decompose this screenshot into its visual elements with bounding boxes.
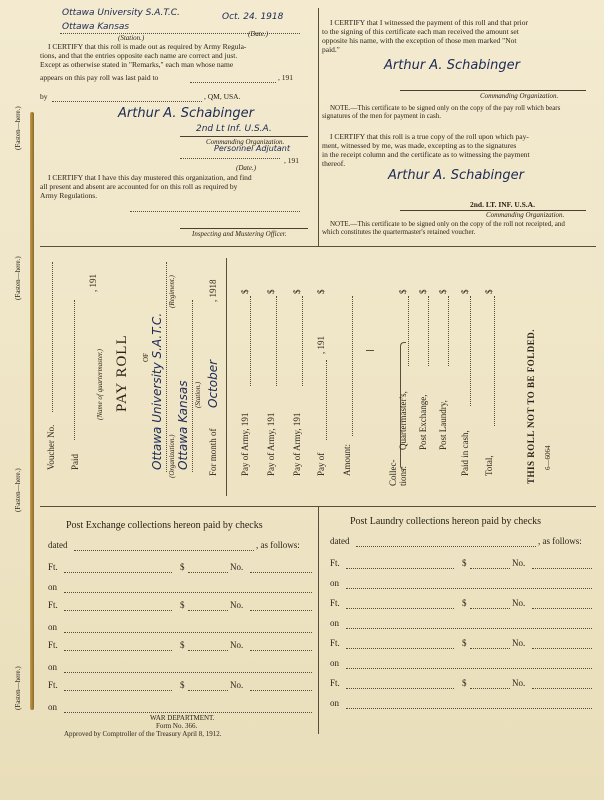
note-2-line-2: which constitutes the quartermaster's retained voucher. bbox=[322, 228, 476, 236]
adjutant-handwritten: Personnel Adjutant bbox=[214, 144, 291, 153]
pay-row-3-label: Pay of Army, 191 bbox=[292, 412, 302, 476]
note-1-line-1: NOTE.—This certificate to be signed only on the copy of the pay roll which bears bbox=[330, 104, 561, 112]
qm-label: , QM, USA. bbox=[204, 92, 241, 101]
px-as-follows: , as follows: bbox=[256, 540, 300, 550]
collections-label: Collec- tions: bbox=[388, 459, 408, 486]
true-copy-signature: Arthur A. Schabinger bbox=[388, 168, 524, 183]
pl-heading: Post Laundry collections hereon paid by checks bbox=[350, 516, 542, 527]
commanding-caption: Commanding Organization. bbox=[206, 138, 285, 146]
witness-line-1: I CERTIFY that I witnessed the payment of this roll and that prior bbox=[330, 18, 528, 27]
fasten-label-4: (Fasten—here.) bbox=[14, 666, 22, 710]
divider-top bbox=[40, 246, 596, 247]
rank-printed: 2nd. LT. INF. U.S.A. bbox=[470, 200, 535, 209]
collection-pl-label: Post Laundry, bbox=[438, 400, 448, 450]
divider-top-vertical bbox=[318, 8, 319, 246]
true-copy-line-1: I CERTIFY that this roll is a true copy of the roll upon which pay- bbox=[330, 132, 529, 141]
station-handwritten-vertical: Ottawa Kansas bbox=[176, 380, 190, 470]
collection-qm-amount: $ bbox=[398, 289, 408, 294]
certify-line-3: Except as otherwise stated in "Remarks," each man whose name bbox=[40, 60, 234, 69]
witness-signature: Arthur A. Schabinger bbox=[384, 58, 520, 73]
note-1-line-2: signatures of the men for payment in cash. bbox=[322, 112, 441, 120]
pay-roll-document: (Fasten—here.) (Fasten—here.) (Fasten—here.) (Fasten—here.) Ottawa University S.A.T.C. Oct. 24. 1918 Ottawa Kansas (Station.) (Date.) I CERTIFY that this roll is made out as required by Army Regula- tions, and that the entries opposite each name are correct and just. Except as otherwise stated in "Remarks," each man whose name appears on this pay roll was last paid to , 191 by , QM, USA. Arthur A. Schabinger 2nd Lt Inf. U.S.A. Commanding Organization. Personnel Adjutant , 191 (Date.) I CERTIFY that I have this day mustered this organization, and find all present and absent are accounted for on this roll as required by Army Regulations. Inspecting and Mustering Officer. I CERTIFY that I witnessed the payment of this roll and that prior to the signing of this certificate each man received the amount set opposite his name, with the exception of those men marked "Not paid." Arthur A. Schabinger Commanding Organization. NOTE.—This certificate to be signed only on the copy of the pay roll which bears signatures of the men for payment in cash. I CERTIFY that this roll is a true copy of the roll upon which pay- ment, witnessed by me, was made, excepting as to the signatures in the receipt column and the certificate as to witnessing the payment thereof. Arthur A. Schabinger 2nd. LT. INF. U.S.A. Commanding Organization. NOTE.—This certificate to be signed only on the copy of the roll not receipted, and which constitutes the quartermaster's retained voucher. Voucher No. Paid , 191 (Name of quartermaster.) PAY ROLL OF Ottawa University S.A.T.C. (Organization.) (Regiment.) Ottawa Kansas (Station.) For month of October , 1918 Pay of Army, 191 $ Pay of Army, 191 $ Pay of Army, 191 $ Pay of , 191 $ Amount: Collec- tions: Quartermaster's, $ Post Exchange, $ Post Laundry, $ Paid in cash, $ Total, $ THIS ROLL NOT TO BE FOLDED. 6—6064 Post Exchange collections hereon paid by checks dated , as follows: Ft. $ No. on Ft. $ No. on Ft. $ No. on Ft. $ No. on WAR DEPARTMENT. Form No. 366. Approved by Comptroller of the Treasury April 8, 1912. Post Laundry collections hereon paid by checks dated , as follows: Ft. $ No. on Ft. $ No. on Ft. $ No. on Ft. $ No. on bbox=[0, 0, 604, 800]
rank-handwritten: 2nd Lt Inf. U.S.A. bbox=[196, 124, 272, 134]
pl-as-follows: , as follows: bbox=[538, 536, 582, 546]
last-paid-label: appears on this pay roll was last paid to bbox=[40, 73, 159, 82]
month-year: , 1918 bbox=[208, 279, 218, 302]
pay-row-2-label: Pay of Army, 191 bbox=[266, 412, 276, 476]
binding-strip bbox=[30, 112, 34, 710]
amount-label: Amount: bbox=[342, 443, 352, 476]
muster-date-caption: (Date.) bbox=[236, 164, 257, 172]
form-code: 6—6064 bbox=[544, 445, 552, 470]
witness-line-2: to the signing of this certificate each man received the amount set bbox=[322, 27, 519, 36]
total-label: Total, bbox=[484, 455, 494, 476]
muster-year: , 191 bbox=[284, 156, 299, 165]
of-label: OF bbox=[142, 353, 150, 362]
certify-line-1: I CERTIFY that this roll is made out as required by Army Regula- bbox=[48, 42, 247, 51]
date-caption: (Date.) bbox=[248, 30, 269, 38]
pay-row-4-amount: $ bbox=[316, 289, 326, 294]
fasten-label-2: (Fasten—here.) bbox=[14, 256, 22, 300]
inspecting-caption: Inspecting and Mustering Officer. bbox=[192, 230, 287, 238]
pay-row-2-amount: $ bbox=[266, 289, 276, 294]
regiment-caption: (Regiment.) bbox=[168, 275, 176, 308]
total-amount: $ bbox=[484, 289, 494, 294]
witness-commanding-caption: Commanding Organization. bbox=[480, 92, 559, 100]
name-qm-caption: (Name of quartermaster.) bbox=[96, 349, 104, 420]
month-label: For month of bbox=[208, 428, 218, 476]
true-copy-line-2: ment, witnessed by me, was made, excepting as to the signatures bbox=[322, 141, 517, 150]
muster-line-1: I CERTIFY that I have this day mustered this organization, and find bbox=[48, 173, 252, 182]
by-label: by bbox=[40, 92, 48, 101]
paid-year: , 191 bbox=[88, 274, 98, 292]
px-heading: Post Exchange collections hereon paid by checks bbox=[66, 520, 263, 531]
muster-line-3: Army Regulations. bbox=[40, 191, 98, 200]
pay-row-4-year: , 191 bbox=[316, 336, 326, 354]
px-dated-label: dated bbox=[48, 540, 68, 550]
certify-line-2: tions, and that the entries opposite each name are correct and just. bbox=[40, 51, 238, 60]
witness-line-4: paid." bbox=[322, 45, 340, 54]
pay-row-3-amount: $ bbox=[292, 289, 302, 294]
footer-approved: Approved by Comptroller of the Treasury April 8, 1912. bbox=[64, 730, 222, 738]
collection-px-label: Post Exchange, bbox=[418, 394, 428, 450]
pay-row-1-amount: $ bbox=[240, 289, 250, 294]
paid-cash-amount: $ bbox=[460, 289, 470, 294]
collection-px-amount: $ bbox=[418, 289, 428, 294]
muster-line-2: all present and absent are accounted for on this roll as required by bbox=[40, 182, 238, 191]
organization-caption: (Organization.) bbox=[168, 434, 176, 478]
divider-bottom-vertical bbox=[318, 506, 319, 734]
month-handwritten: October bbox=[206, 359, 220, 408]
signature-commanding: Arthur A. Schabinger bbox=[118, 106, 254, 121]
organization-handwritten: Ottawa University S.A.T.C. bbox=[150, 312, 164, 470]
fasten-label-1: (Fasten—here.) bbox=[14, 106, 22, 150]
paid-label: Paid bbox=[70, 453, 80, 470]
pay-row-4-label: Pay of bbox=[316, 452, 326, 476]
collection-pl-amount: $ bbox=[438, 289, 448, 294]
true-copy-commanding-caption: Commanding Organization. bbox=[486, 211, 565, 219]
station-handwritten: Ottawa University S.A.T.C. bbox=[62, 8, 180, 18]
true-copy-line-3: in the receipt column and the certificate as to witnessing the payment bbox=[322, 150, 530, 159]
station-caption-vertical: (Station.) bbox=[194, 381, 202, 408]
footer-form-number: Form No. 366. bbox=[156, 722, 198, 730]
pay-roll-title: PAY ROLL bbox=[114, 334, 130, 412]
paid-cash-label: Paid in cash, bbox=[460, 430, 470, 476]
collection-qm-label: Quartermaster's, bbox=[398, 391, 408, 450]
fasten-label-3: (Fasten—here.) bbox=[14, 468, 22, 512]
not-folded-notice: THIS ROLL NOT TO BE FOLDED. bbox=[526, 328, 536, 484]
true-copy-line-4: thereof. bbox=[322, 159, 346, 168]
footer-department: WAR DEPARTMENT. bbox=[150, 714, 215, 722]
witness-line-3: opposite his name, with the exception of those men marked "Not bbox=[322, 36, 517, 45]
station-caption: (Station.) bbox=[118, 34, 145, 42]
voucher-no-label: Voucher No. bbox=[46, 424, 56, 470]
last-paid-year: , 191 bbox=[278, 73, 293, 82]
place-handwritten: Ottawa Kansas bbox=[62, 22, 130, 32]
pay-row-1-label: Pay of Army, 191 bbox=[240, 412, 250, 476]
pl-dated-label: dated bbox=[330, 536, 350, 546]
note-2-line-1: NOTE.—This certificate to be signed only on the copy of the roll not receipted, and bbox=[330, 220, 565, 228]
date-handwritten: Oct. 24. 1918 bbox=[222, 12, 284, 22]
